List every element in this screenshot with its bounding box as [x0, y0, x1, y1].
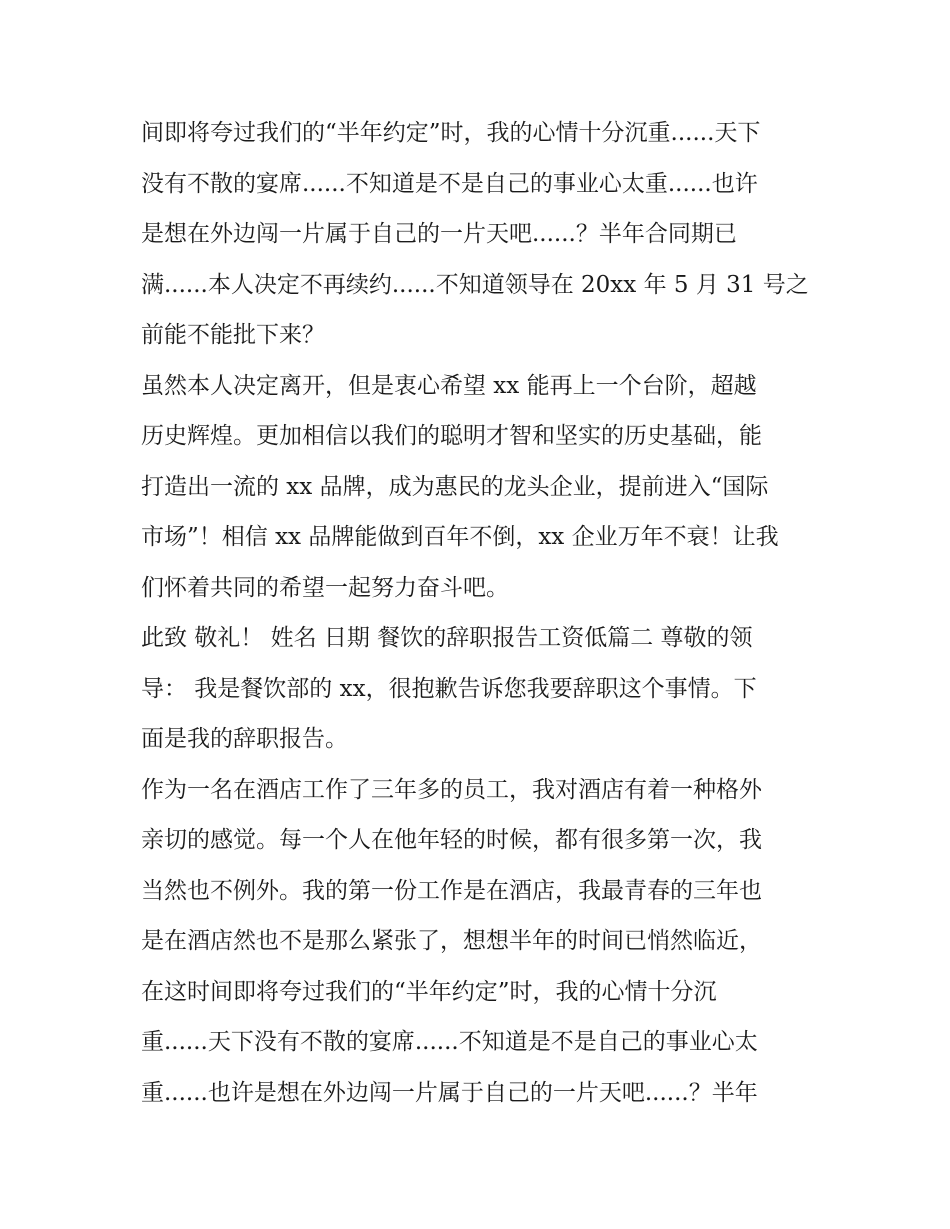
text-line: 此致 敬礼！ 姓名 日期 餐饮的辞职报告工资低篇二 尊敬的领 [141, 625, 753, 651]
text-line: 在这时间即将夸过我们的“半年约定”时，我的心情十分沉 [141, 978, 717, 1005]
text-line: 打造出一流的 xx 品牌，成为惠民的龙头企业，提前进入“国际 [141, 473, 769, 500]
text-line: 满......本人决定不再续约......不知道领导在 20xx 年 5 月 31 号之 [141, 271, 809, 298]
text-line: 历史辉煌。更加相信以我们的聪明才智和坚实的历史基础，能 [141, 423, 762, 449]
text-line: 重......也许是想在外边闯一片属于自己的一片天吧......？半年 [141, 1079, 758, 1106]
text-line: 是在酒店然也不是那么紧张了，想想半年的时间已悄然临近， [141, 928, 762, 954]
text-line: 亲切的感觉。每一个人在他年轻的时候，都有很多第一次，我 [141, 827, 762, 853]
text-line: 当然也不例外。我的第一份工作是在酒店，我最青春的三年也 [141, 877, 762, 904]
text-line: 市场”！相信 xx 品牌能做到百年不倒，xx 企业万年不衰！让我 [141, 524, 779, 550]
text-line: 重......天下没有不散的宴席......不知道是不是自己的事业心太 [141, 1029, 758, 1055]
text-line: 间即将夸过我们的“半年约定”时，我的心情十分沉重......天下 [141, 120, 761, 146]
text-line: 们怀着共同的希望一起努力奋斗吧。 [141, 574, 509, 601]
text-line: 面是我的辞职报告。 [141, 726, 348, 752]
text-line: 是想在外边闯一片属于自己的一片天吧......？半年合同期已 [141, 221, 737, 247]
text-line: 导： 我是餐饮部的 xx，很抱歉告诉您我要辞职这个事情。下 [141, 675, 757, 702]
text-line: 虽然本人决定离开，但是衷心希望 xx 能再上一个台阶，超越 [141, 372, 757, 399]
document-body [141, 108, 821, 1118]
text-line: 作为一名在酒店工作了三年多的员工，我对酒店有着一种格外 [141, 776, 762, 803]
text-line: 前能不能批下来？ [141, 322, 325, 348]
text-line: 没有不散的宴席......不知道是不是自己的事业心太重......也许 [141, 170, 758, 197]
